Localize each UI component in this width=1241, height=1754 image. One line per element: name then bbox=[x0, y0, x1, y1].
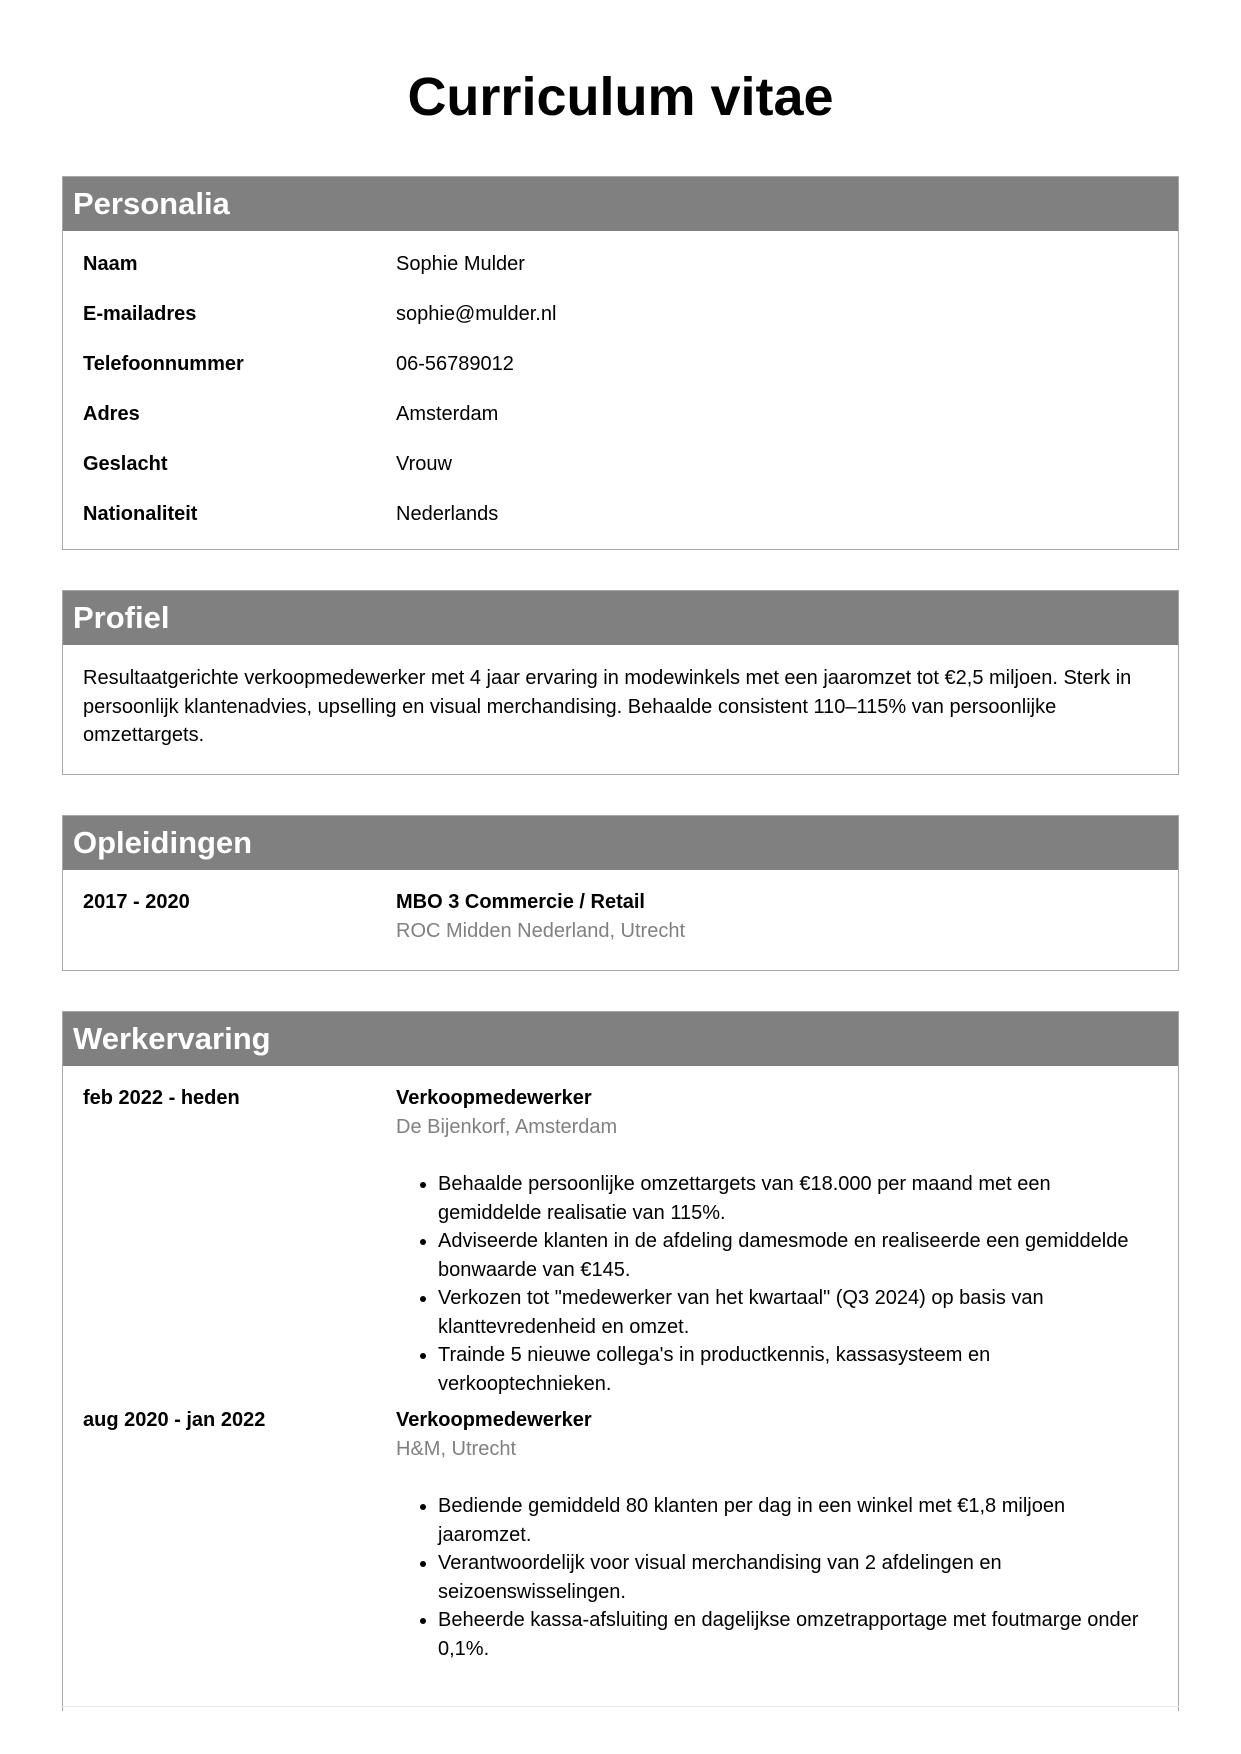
work-employer: De Bijenkorf, Amsterdam bbox=[396, 1115, 618, 1138]
education-title: MBO 3 Commercie / Retail bbox=[396, 891, 645, 913]
work-title: Verkoopmedewerker bbox=[396, 1409, 592, 1431]
personal-row-gender bbox=[83, 451, 1158, 501]
nationality-label: Nationaliteit bbox=[83, 503, 198, 525]
personal-row-address bbox=[83, 401, 1158, 451]
list-item: • Behaalde persoonlijke omzettargets van €18.000 per maand met een gemiddelde realisatie van 115%. bbox=[438, 1170, 1158, 1227]
list-item: • Beheerde kassa-afsluiting en dagelijkse omzetrapportage met foutmarge onder 0,1%. bbox=[438, 1606, 1158, 1663]
list-item: • Bediende gemiddeld 80 klanten per dag in een winkel met €1,8 miljoen jaaromzet. bbox=[438, 1492, 1158, 1549]
personalia-section bbox=[62, 176, 1179, 550]
address-label: Adres bbox=[83, 403, 140, 425]
list-item: • Verantwoordelijk voor visual merchandising van 2 afdelingen en seizoenswisselingen. bbox=[438, 1549, 1158, 1606]
email-label: E-mailadres bbox=[83, 303, 197, 325]
personal-row-phone bbox=[83, 351, 1158, 401]
gender-label: Geslacht bbox=[83, 453, 168, 475]
name-value: Sophie Mulder bbox=[396, 253, 525, 275]
work-period: aug 2020 - jan 2022 bbox=[83, 1409, 266, 1431]
profile-text: Resultaatgerichte verkoopmedewerker met 4 jaar ervaring in modewinkels met een jaaromzet tot €2,5 miljoen. Sterk in persoonlijk klantenadvies, upselling en visual merchandising. Behaalde consistent 110–115% van persoonlijke omzettargets. bbox=[83, 667, 1132, 746]
werkervaring-section bbox=[62, 1011, 1179, 1711]
profiel-section bbox=[62, 590, 1179, 775]
personalia-heading: Personalia bbox=[63, 177, 1178, 231]
work-entry bbox=[83, 1084, 1158, 1398]
work-period: feb 2022 - heden bbox=[83, 1087, 240, 1109]
work-bullets bbox=[396, 1492, 1158, 1663]
nationality-value: Nederlands bbox=[396, 503, 499, 525]
work-employer: H&M, Utrecht bbox=[396, 1437, 517, 1460]
work-bullets bbox=[396, 1170, 1158, 1398]
email-value: sophie@mulder.nl bbox=[396, 303, 557, 325]
phone-value: 06-56789012 bbox=[396, 353, 514, 375]
education-school: ROC Midden Nederland, Utrecht bbox=[396, 919, 686, 942]
list-item: • Verkozen tot "medewerker van het kwartaal" (Q3 2024) op basis van klanttevredenheid en omzet. bbox=[438, 1284, 1158, 1341]
opleidingen-heading: Opleidingen bbox=[63, 816, 1178, 870]
education-period: 2017 - 2020 bbox=[83, 891, 190, 913]
page-title: Curriculum vitae bbox=[407, 67, 834, 127]
work-title: Verkoopmedewerker bbox=[396, 1087, 592, 1109]
name-label: Naam bbox=[83, 253, 138, 275]
gender-value: Vrouw bbox=[396, 453, 452, 475]
address-value: Amsterdam bbox=[396, 403, 499, 425]
list-item: • Trainde 5 nieuwe collega's in productkennis, kassasysteem en verkooptechnieken. bbox=[438, 1341, 1158, 1398]
education-entry bbox=[83, 888, 1158, 945]
werkervaring-heading: Werkervaring bbox=[63, 1012, 1178, 1066]
personal-row-email bbox=[83, 301, 1158, 351]
phone-label: Telefoonnummer bbox=[83, 353, 244, 375]
work-entry bbox=[83, 1406, 1158, 1663]
list-item: • Adviseerde klanten in de afdeling damesmode en realiseerde een gemiddelde bonwaarde van €145. bbox=[438, 1227, 1158, 1284]
profiel-heading: Profiel bbox=[63, 591, 1178, 645]
personal-row-nationality bbox=[83, 501, 1158, 551]
opleidingen-section bbox=[62, 815, 1179, 971]
personal-row-name bbox=[83, 251, 1158, 301]
page-bottom-divider bbox=[62, 1706, 1179, 1707]
